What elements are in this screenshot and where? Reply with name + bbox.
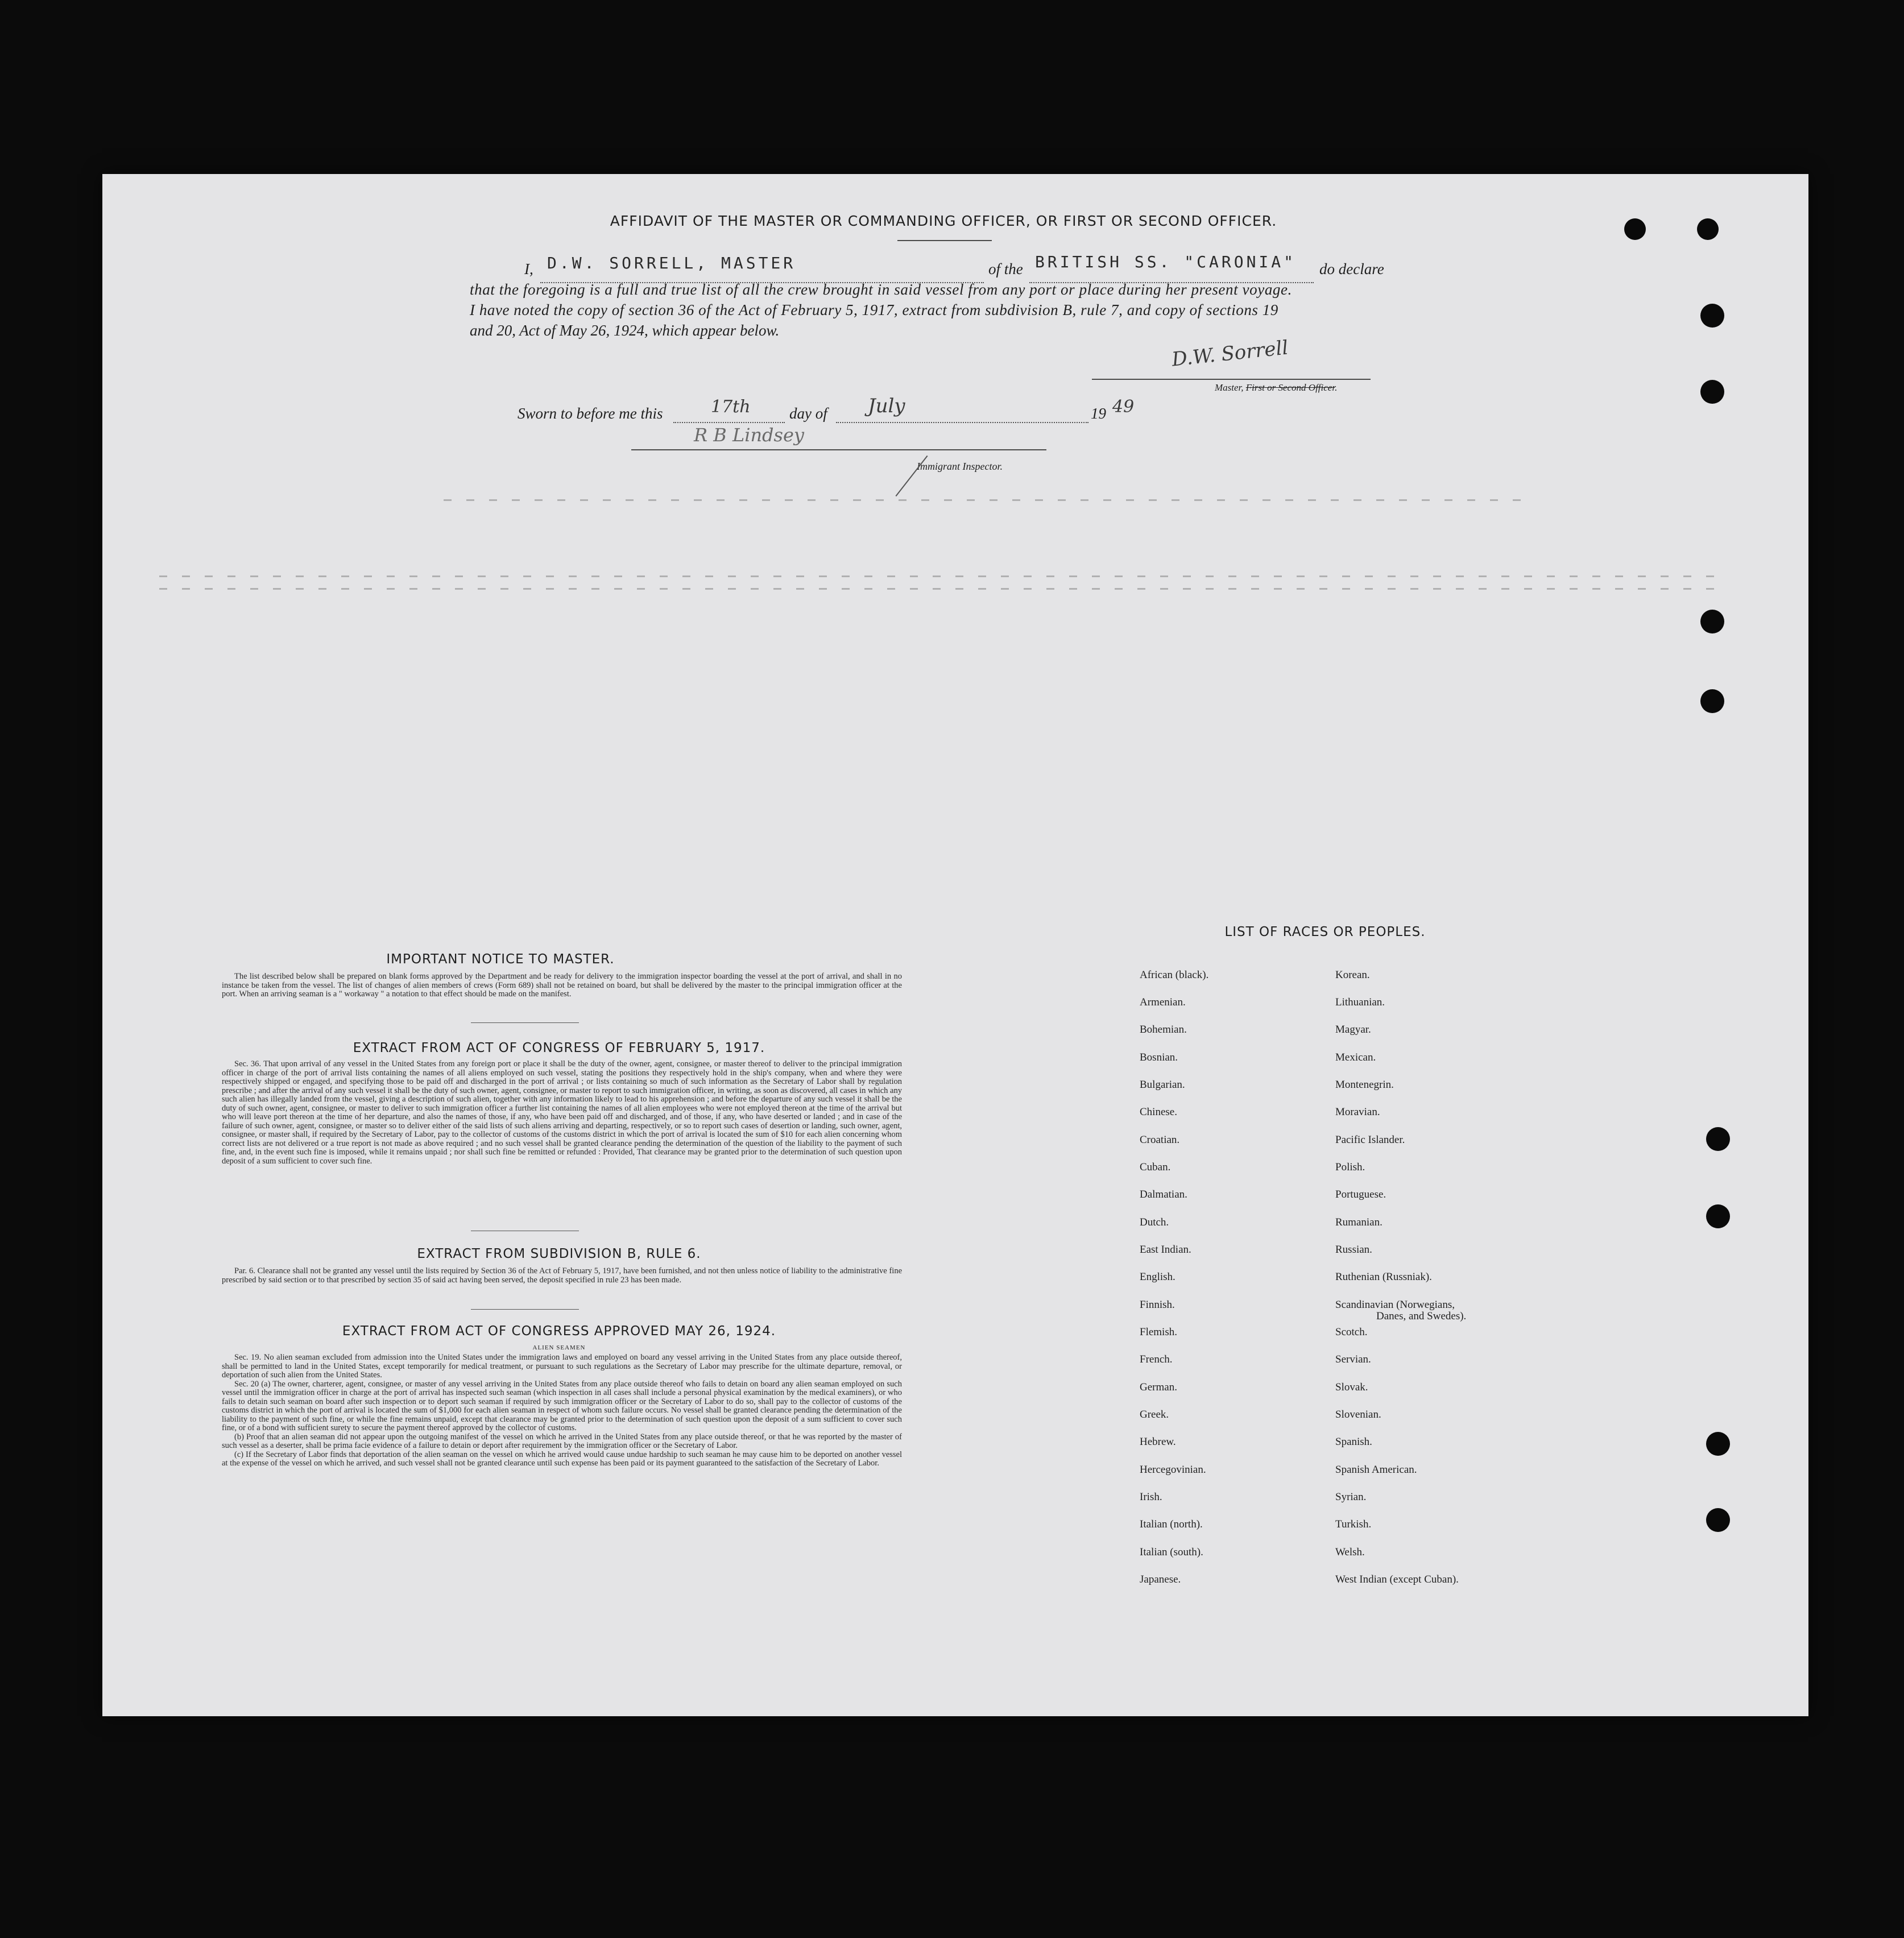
race-item: Finnish. [1140, 1299, 1175, 1311]
punch-hole [1700, 304, 1724, 328]
race-item: Slovenian. [1335, 1409, 1381, 1421]
race-item: Italian (south). [1140, 1546, 1203, 1558]
race-item: French. [1140, 1353, 1173, 1365]
do-declare-label: do declare [1319, 260, 1384, 278]
master-caption-text: Master, [1215, 382, 1244, 393]
master-caption: Master, First or Second Officer. [1215, 382, 1338, 393]
master-name-handwritten: D.W. SORRELL, MASTER [547, 254, 796, 272]
race-item: Croatian. [1140, 1134, 1180, 1146]
sworn-prefix: Sworn to before me this [518, 405, 663, 422]
races-heading: LIST OF RACES OR PEOPLES. [1224, 925, 1426, 939]
inspector-caption: Immigrant Inspector. [917, 461, 1003, 472]
punch-hole [1706, 1127, 1730, 1151]
notice-paragraph: The list described below shall be prepared on blank forms approved by the Department and be ready for delivery to the immigration inspector boarding the vessel at the port of arrival, and shall in no instance be taken from the vessel. The list of changes of alien members of crews (Form 689) shall not be retained on board, but shall be delivered by the master to the principal immigration officer at the port. When an arriving seaman is a " workaway " a notation to that effect should be made on the manifest. [222, 972, 902, 999]
notice-divider [471, 1022, 579, 1023]
affidavit-heading: AFFIDAVIT OF THE MASTER OR COMMANDING OFFICER, OR FIRST OR SECOND OFFICER. [610, 213, 1277, 229]
notice-text [222, 972, 902, 999]
affidavit-line-1 [524, 260, 533, 278]
race-item: Hebrew. [1140, 1436, 1176, 1448]
race-item: Pacific Islander. [1335, 1134, 1405, 1146]
punch-hole [1706, 1432, 1730, 1456]
race-item: Spanish American. [1335, 1464, 1417, 1476]
race-item: Slovak. [1335, 1381, 1368, 1393]
affidavit-line-3: I have noted the copy of section 36 of the Act of February 5, 1917, extract from subdivision B, rule 7, and copy of sections 19 [470, 301, 1278, 318]
race-item: Scotch. [1335, 1326, 1368, 1338]
race-item: Welsh. [1335, 1546, 1365, 1558]
alien-seamen-subheading: ALIEN SEAMEN [532, 1344, 586, 1351]
rule6-divider [471, 1309, 579, 1310]
race-item: Spanish. [1335, 1436, 1372, 1448]
race-item: Bosnian. [1140, 1051, 1178, 1063]
race-item: Hercegovinian. [1140, 1464, 1206, 1476]
inspector-signature: R B Lindsey [694, 424, 804, 446]
sec-19-paragraph: Sec. 19. No alien seaman excluded from admission into the United States under the immigration laws and employed on board any vessel arriving in the United States from any place outside thereof, shall be permitted to land in the United States, except temporarily for medical treatment, or pursuant to such regulations as the Secretary of Labor may prescribe for the ultimate departure, removal, or deportation of such alien from the United States. [222, 1353, 902, 1380]
race-item: West Indian (except Cuban). [1335, 1573, 1459, 1585]
race-item: Greek. [1140, 1409, 1169, 1421]
extract-1924-text [222, 1353, 902, 1468]
race-item: East Indian. [1140, 1244, 1191, 1256]
line1-prefix: I, [524, 260, 533, 278]
sworn-day-line [673, 422, 785, 423]
sec-20a-paragraph: Sec. 20 (a) The owner, charterer, agent, consignee, or master of any vessel arriving in the United States from any place outside thereof who fails to detain on board any alien seaman employed on such vessel until the immigration officer in charge at the port of arrival has inspected such seaman (which inspection in all cases shall include a personal physical examination by the medical examiners), or who fails to detain such seaman on board after such inspection or to deport such seaman if required by such immigration officer or the Secretary of Labor to do so, shall pay to the collector of customs of the customs district in which the port of arrival is located the sum of $1,000 for each alien seaman in respect of whom such failure occurs. No vessel shall be granted clearance pending the determination of the liability to the payment of such fine, or while the fine remains unpaid, except that clearance may be granted prior to the determination of such question upon the deposit of a sum sufficient to cover such fine, or of a bond with sufficient surety to secure the payment thereof approved by the collector of customs. [222, 1379, 902, 1432]
race-item: Dutch. [1140, 1216, 1169, 1228]
race-item: Bulgarian. [1140, 1079, 1185, 1091]
document-page [102, 174, 1808, 1716]
race-item: Ruthenian (Russniak). [1335, 1271, 1432, 1283]
race-item: Turkish. [1335, 1518, 1372, 1530]
race-item-continuation: Danes, and Swedes). [1376, 1310, 1467, 1322]
sec-20b-paragraph: (b) Proof that an alien seaman did not appear upon the outgoing manifest of the vessel on which he arrived in the United States from any place outside thereof, or that he was reported by the master of such vessel as a deserter, shall be prima facie evidence of a failure to detain or deport after requirement by the immigration officer or the Secretary of Labor. [222, 1432, 902, 1450]
race-item: Japanese. [1140, 1573, 1181, 1585]
rule6-heading: EXTRACT FROM SUBDIVISION B, RULE 6. [417, 1247, 701, 1261]
race-item: Armenian. [1140, 996, 1186, 1008]
inspector-pen-stroke [896, 455, 928, 496]
year-prefix: 19 [1091, 405, 1106, 422]
race-item: Rumanian. [1335, 1216, 1383, 1228]
extract-1924-heading: EXTRACT FROM ACT OF CONGRESS APPROVED MAY 26, 1924. [342, 1324, 776, 1339]
affidavit-heading-rule [897, 240, 992, 241]
race-item: Flemish. [1140, 1326, 1177, 1338]
race-item: Italian (north). [1140, 1518, 1203, 1530]
bleed-through-line [444, 499, 1524, 501]
race-item: Moravian. [1335, 1106, 1380, 1118]
section-36-paragraph: Sec. 36. That upon arrival of any vessel in the United States from any foreign port or place it shall be the duty of the owner, agent, consignee, or master thereof to deliver to the principal immigration officer in charge of the port of arrival lists containing the names of all aliens employed on such vessel, stating the positions they respectively hold in the ship's company, when and where they were respectively shipped or engaged, and specifying those to be paid off and discharged in the port of arrival ; or lists containing so much of such information as the Secretary of Labor shall by regulation prescribe ; and after the arrival of any such vessel it shall be the duty of such owner, agent, consignee, or master to report to such immigration officer, in writing, as soon as discovered, all cases in which any such alien has illegally landed from the vessel, giving a description of such alien, together with any information likely to lead to his apprehension ; and before the departure of any such vessel it shall be the duty of such owner, agent, consignee, or master to deliver to such immigration officer a further list containing the names of all alien employees who were not employed thereon at the time of the arrival but who will leave port thereon at the time of her departure, and also the names of those, if any, who have been paid off and discharged, and of those, if any, who have deserted or landed ; and in case of the failure of such owner, agent, consignee, or master so to deliver either of the said lists of such aliens arriving and departing, respectively, or so to report such cases of desertion or landing, such owner, agent, consignee, or master shall, if required by the Secretary of Labor, pay to the collector of customs of the customs district in which the port of arrival is located the sum of $10 for each alien concerning whom correct lists are not delivered or a true report is not made as above required ; and no such vessel shall be granted clearance pending the determination of the question of the liability to the payment of such fine, and, in the event such fine is imposed, while it remains unpaid ; nor shall such fine be remitted or refunded : Provided, That clearance may be granted prior to the determination of such question upon deposit of a sum sufficient to cover such fine. [222, 1059, 902, 1166]
punch-hole [1700, 610, 1724, 633]
rule6-text [222, 1267, 902, 1285]
affidavit-line-2: that the foregoing is a full and true list of all the crew brought in said vessel from any port or place during her present voyage. [470, 281, 1292, 298]
race-item: Montenegrin. [1335, 1079, 1394, 1091]
race-item: Dalmatian. [1140, 1189, 1187, 1200]
affidavit-line-4: and 20, Act of May 26, 1924, which appear below. [470, 322, 780, 339]
race-item: Korean. [1335, 969, 1370, 981]
master-signature-line [1092, 379, 1371, 380]
sworn-day: 17th [711, 397, 751, 417]
of-the-label: of the [988, 260, 1023, 278]
day-of-label: day of [789, 405, 827, 422]
race-item: Russian. [1335, 1244, 1372, 1256]
punch-hole [1700, 380, 1724, 404]
race-item: Chinese. [1140, 1106, 1177, 1118]
inspector-signature-line [631, 449, 1046, 450]
race-item: English. [1140, 1271, 1175, 1283]
race-item: Portuguese. [1335, 1189, 1386, 1200]
race-item: African (black). [1140, 969, 1209, 981]
race-item: Syrian. [1335, 1491, 1367, 1503]
sec-20c-paragraph: (c) If the Secretary of Labor finds that deportation of the alien seaman on the vessel on which he arrived would cause undue hardship to such seaman he may cause him to be deported on another vessel at the expense of the vessel on which he arrived, and such vessel shall not be granted clearance until such expense has been paid or its payment guaranteed to the satisfaction of the Secretary of Labor. [222, 1450, 902, 1468]
race-item: German. [1140, 1381, 1177, 1393]
sworn-month: July [868, 395, 905, 417]
punch-hole [1697, 218, 1719, 240]
punch-hole [1706, 1204, 1730, 1228]
extract-1917-heading: EXTRACT FROM ACT OF CONGRESS OF FEBRUARY 5, 1917. [353, 1041, 765, 1055]
race-item: Irish. [1140, 1491, 1162, 1503]
notice-heading: IMPORTANT NOTICE TO MASTER. [386, 952, 615, 967]
extract-1917-text [222, 1060, 902, 1166]
punch-hole [1700, 689, 1724, 713]
par-6-paragraph: Par. 6. Clearance shall not be granted any vessel until the lists required by Section 36 of the Act of February 5, 1917, have been furnished, and not then unless notice of liability to the administrative fine prescribed by said section or to that prescribed by section 35 of said act having been served, the deposit specified in rule 23 has been made. [222, 1266, 902, 1285]
master-signature: D.W. Sorrell [1170, 336, 1290, 371]
race-item: Cuban. [1140, 1161, 1171, 1173]
race-item: Lithuanian. [1335, 996, 1385, 1008]
race-item: Bohemian. [1140, 1024, 1187, 1036]
sworn-month-line [836, 422, 1088, 423]
bleed-through-line [159, 588, 1723, 590]
race-item: Mexican. [1335, 1051, 1376, 1063]
race-item: Servian. [1335, 1353, 1371, 1365]
race-item: Scandinavian (Norwegians, [1335, 1299, 1455, 1311]
year-suffix: 49 [1112, 397, 1135, 417]
punch-hole [1706, 1508, 1730, 1532]
race-item: Polish. [1335, 1161, 1365, 1173]
punch-hole [1624, 218, 1646, 240]
struck-caption: First or Second Officer [1245, 382, 1335, 393]
vessel-handwritten: BRITISH SS. "CARONIA" [1035, 252, 1297, 271]
bleed-through-line [159, 575, 1723, 577]
race-item: Magyar. [1335, 1024, 1371, 1036]
